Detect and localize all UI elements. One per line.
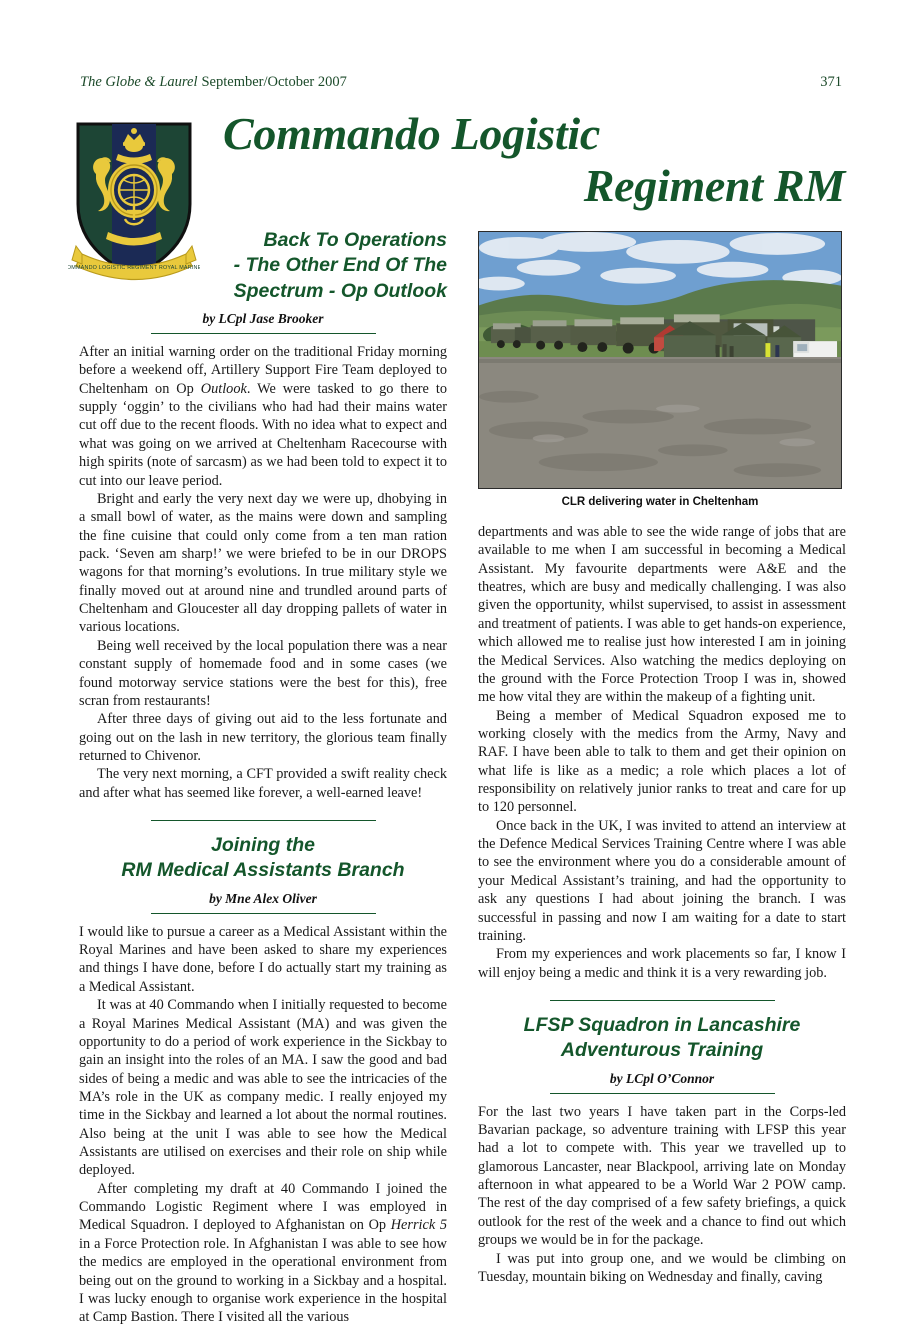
paragraph: For the last two years I have taken part in the Corps-led Bavarian package, so adventure training with LFSP this year had a lot to compete with. This year we travelled up to glamorous Lancaster, near Blackpool, arriving late on Monday afternoon in what appeared to be a World War 2 POW camp. The rest of the day comprised of a few safety briefings, a quick outlook for the rest of the week and a chance to find out which groups we would be in for the package. bbox=[478, 1103, 846, 1249]
headline-line-2: - The Other End Of The bbox=[233, 254, 447, 277]
section-rule bbox=[550, 1000, 775, 1001]
svg-text:COMMANDO LOGISTIC REGIMENT ROY: COMMANDO LOGISTIC REGIMENT ROYAL MARINES bbox=[68, 265, 200, 271]
paragraph-continued: departments and was able to see the wide range of jobs that are available to me when I am successful in becoming a Medical Assistant. My favourite departments were A&E and the theatres, which are busy and medically challenging. I was also given the opportunity, whilst supervised, to assist in assessment and treatment of patients. I was able to get hands-on experience, which allowed me to realise just how interested I am in joining the Medical Services. Also watching the medics deploying on the ground with the Force Protection Troop I was in, showed me how vital they are within the makeup of a fighting unit. bbox=[478, 524, 846, 706]
paragraph: I was put into group one, and we would be climbing on Tuesday, mountain biking on Wednesday and finally, caving bbox=[478, 1250, 846, 1285]
paragraph: Being well received by the local population there was a near constant supply of homemade food and in some cases (we found motorway service stations were the best for this), free scran from restaurants! bbox=[79, 637, 447, 709]
page-title-line-1: Commando Logistic bbox=[223, 108, 600, 159]
article-headline bbox=[79, 833, 447, 884]
section-rule bbox=[151, 820, 376, 821]
headline-line-1: Back To Operations bbox=[263, 229, 447, 251]
paragraph: I would like to pursue a career as a Medical Assistant within the Royal Marines and have been asked to share my experiences and things I have done, before I do actually start my training as a Medical Assistant. bbox=[79, 923, 447, 995]
page-number: 371 bbox=[820, 74, 842, 90]
page-title-line-2: Regiment RM bbox=[583, 159, 845, 211]
article-byline: by LCpl O’Connor bbox=[609, 1070, 715, 1086]
photo-clr-delivering-water bbox=[478, 231, 842, 489]
photo-block bbox=[478, 231, 842, 508]
issue-date: September/October 2007 bbox=[201, 74, 347, 90]
article-headline bbox=[79, 228, 447, 304]
article-byline: by Mne Alex Oliver bbox=[209, 890, 317, 906]
article-lfsp-squadron-lancashire bbox=[478, 1000, 846, 1286]
headline-line-2: Adventurous Training bbox=[560, 1039, 764, 1062]
headline-line-3: Spectrum - Op Outlook bbox=[233, 279, 447, 302]
masthead-left bbox=[80, 74, 347, 91]
headline-line-1: LFSP Squadron in Lancashire bbox=[523, 1013, 801, 1036]
paragraph: From my experiences and work placements so far, I know I will enjoy being a medic and think it is a very rewarding job. bbox=[478, 946, 846, 981]
running-head bbox=[80, 74, 842, 91]
left-column bbox=[79, 228, 447, 1327]
paragraph: Once back in the UK, I was invited to attend an interview at the Defence Medical Services Training Centre where I was able to see the environment where you do a considerable amount of your Medical Assistant’s training, and had the opportunity to ask any questions I had about joining the branch. I was successful in passing and now I am waiting for a date to start training. bbox=[478, 817, 846, 944]
page-title bbox=[205, 108, 845, 211]
article-headline bbox=[478, 1013, 846, 1064]
journal-title: The Globe & Laurel bbox=[80, 74, 198, 90]
paragraph: The very next morning, a CFT provided a swift reality check and after what has seemed like forever, a well-earned leave! bbox=[79, 766, 447, 801]
paragraph: Bright and early the very next day we were up, dhobying in a small bowl of water, as the mains were down and sampling the fine cuisine that could only come from a ten man ration pack. ‘Seven am sharp!’ we were briefed to be in our DROPS wagons for that morning’s evolutions. In true military style we finally moved out at around nine and trundled around parts of Cheltenham and Gloucester all day dropping pallets of water in various locations. bbox=[79, 490, 447, 636]
article-joining-rm-medical-assistants bbox=[79, 820, 447, 1327]
paragraph: After three days of giving out aid to the less fortunate and going out on the lash in new territory, the glorious team finally returned to Chivenor. bbox=[79, 711, 447, 764]
paragraph: After an initial warning order on the traditional Friday morning before a weekend off, Artillery Support Fire Team deployed to Cheltenham on Op Outlook. We were tasked to go there to supply ‘oggin’ to the civilians who had had their mains water cut off due to the recent floods. With no idea what to expect and what was going on we arrived at Cheltenham Racecourse with high spirits (note of sarcasm) as we had been told to expect it to cut into our leave period. bbox=[79, 344, 447, 489]
article-back-to-operations bbox=[79, 228, 447, 802]
paragraph: Being a member of Medical Squadron exposed me to working closely with the medics from the Army, Navy and RAF. I have been able to talk to them and get their opinion on what life is like as a medic; a role which places a lot of responsibility on relatively junior ranks to treat and care for up to 120 personnel. bbox=[478, 707, 846, 816]
paragraph-continues-right: After completing my draft at 40 Commando I joined the Commando Logistic Regiment where I was employed in Medical Squadron. I deployed to Afghanistan on Op Herrick 5 in a Force Protection role. In Afghanistan I was able to see how the medics are employed in the operational environment from being out on the ground to working in a Sickbay and a hospital. I was lucky enough to organise work experience in the hospital at Camp Bastion. There I visited all the various bbox=[79, 1180, 447, 1326]
headline-line-2: RM Medical Assistants Branch bbox=[121, 859, 405, 882]
paragraph: It was at 40 Commando when I initially requested to become a Royal Marines Medical Assistant (MA) and was given the opportunity to do a period of work experience in the Sickbay to gain an insight into the roles of an MA. I saw the good and bad sides of being a medic and was able to see the intricacies of the MA’s role in the UK as company medic. I really enjoyed my time in the Sickbay and learned a lot about the normal routines. Also being at the unit I was able to see how the Medical Assistants are utilised on exercises and their role on ship while deployed. bbox=[79, 997, 447, 1179]
headline-line-1: Joining the bbox=[211, 834, 315, 857]
right-column bbox=[478, 523, 846, 1286]
photo-caption: CLR delivering water in Cheltenham bbox=[561, 496, 759, 508]
article-byline: by LCpl Jase Brooker bbox=[202, 311, 324, 327]
